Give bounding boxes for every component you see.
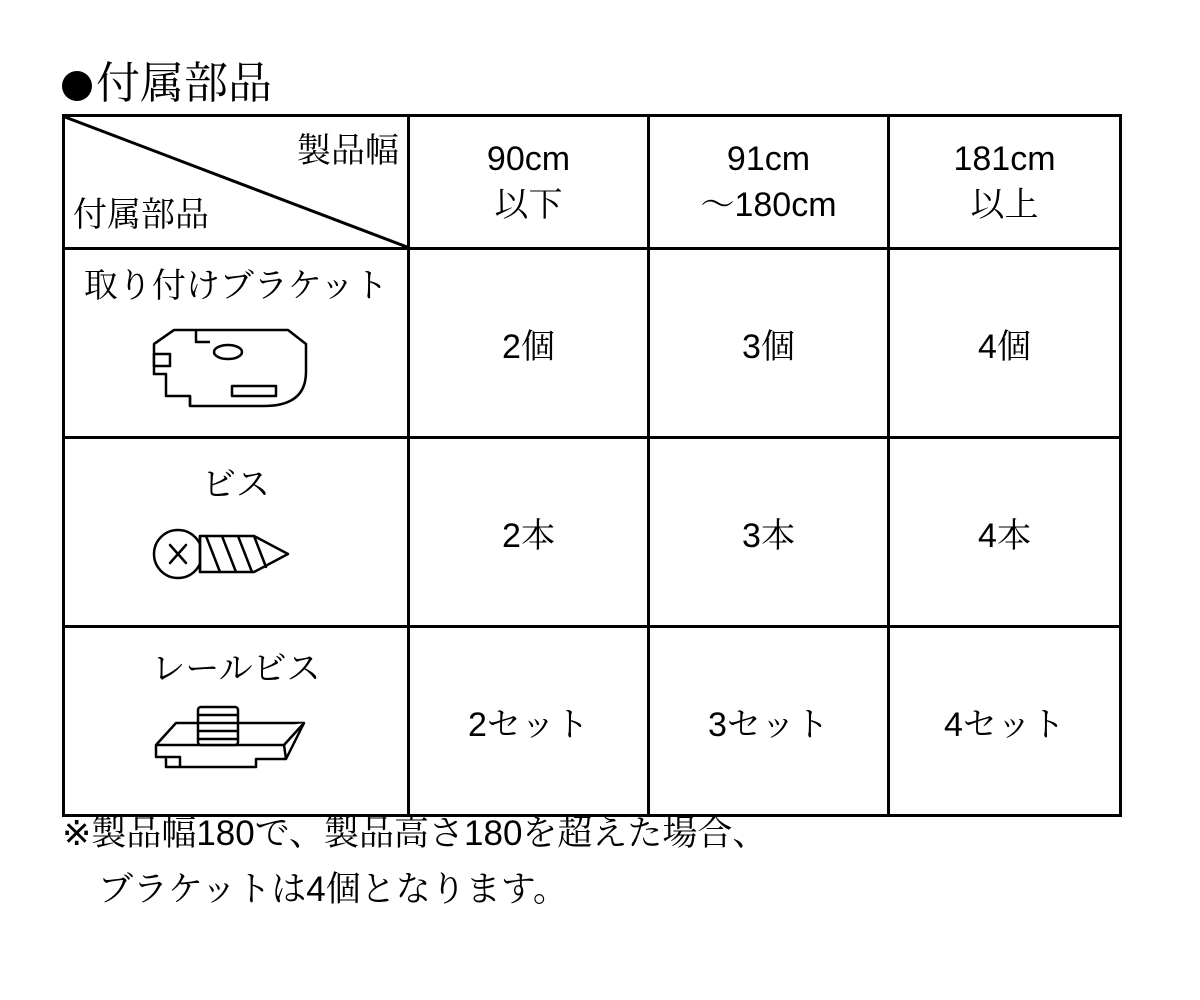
row-label-bracket [64,249,409,438]
column-axis-label: 製品幅 [297,132,399,170]
table-header-row [64,116,1121,249]
row-axis-label: 付属部品 [73,196,209,234]
footnote-line-2: ブラケットは4個となります。 [98,870,568,909]
qty-cell: 4個 [889,249,1121,438]
table-row [64,627,1121,816]
column-header-3-line1: 181cm [953,140,1056,178]
qty-cell: 2セット [409,627,649,816]
column-header-3-line2: 以上 [970,186,1039,224]
column-header-2-line1: 91cm [726,140,811,178]
qty-cell: 3セット [649,627,889,816]
table-row [64,249,1121,438]
footnote [62,806,767,918]
column-header-3 [889,116,1121,249]
table-row [64,438,1121,627]
screw-icon [136,509,336,599]
column-header-1-line2: 以下 [494,186,563,224]
column-header-2-line2: 〜180cm [700,186,837,224]
qty-cell: 4セット [889,627,1121,816]
column-header-1-line1: 90cm [486,140,571,178]
qty-cell: 2本 [409,438,649,627]
mounting-bracket-icon [136,310,336,420]
qty-cell: 3個 [649,249,889,438]
row-label-screw-text: ビス [202,466,270,504]
footnote-line-1: ※製品幅180で、製品高さ180を超えた場合、 [62,814,768,853]
corner-header-cell [64,116,409,249]
qty-cell: 2個 [409,249,649,438]
qty-cell: 4本 [889,438,1121,627]
qty-cell: 3本 [649,438,889,627]
row-label-bracket-text: 取り付けブラケット [83,267,389,305]
parts-table [62,114,1122,817]
column-header-1 [409,116,649,249]
row-label-screw [64,438,409,627]
rail-screw-icon [136,693,336,793]
row-label-rail-screw [64,627,409,816]
page-title [62,58,272,110]
row-label-rail-screw-text: レールビス [151,650,321,688]
parts-table-wrapper [62,114,1122,817]
filled-circle-icon [62,71,92,101]
column-header-2 [649,116,889,249]
page-title-text: 付属部品 [96,59,272,108]
